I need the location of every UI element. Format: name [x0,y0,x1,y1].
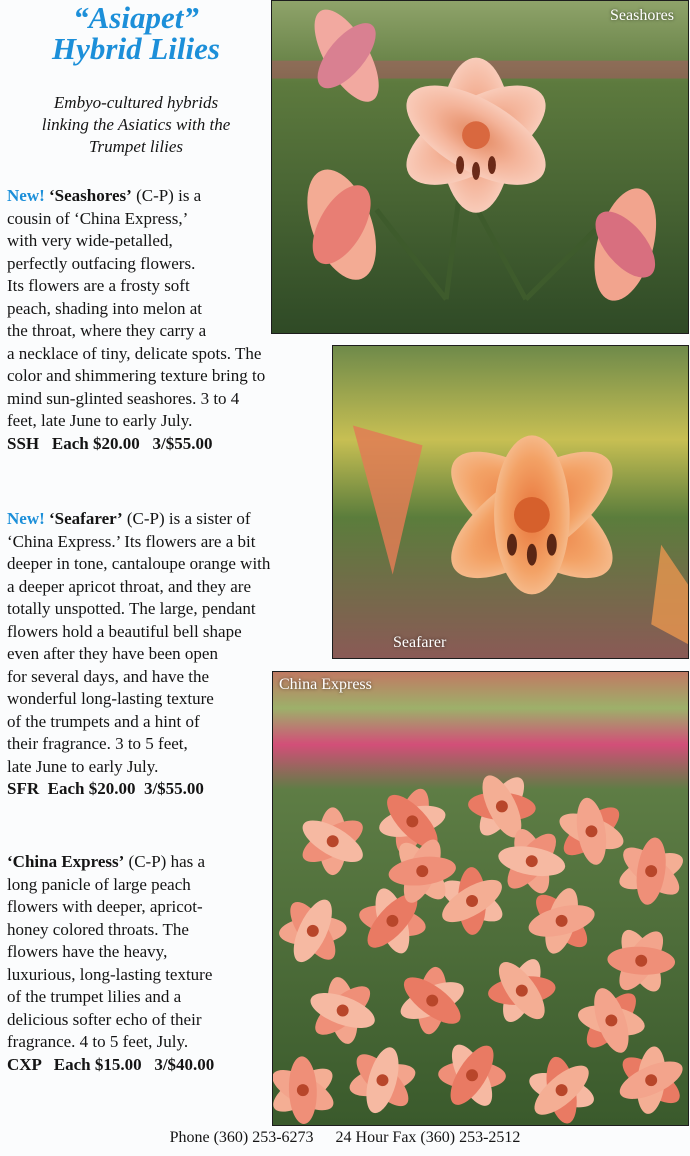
seafarer-line: even after they have been open [7,644,218,663]
china-express-caption: China Express [279,676,372,693]
seashores-line: peach, shading into melon at [7,298,202,318]
contact-footer [0,1129,690,1147]
seashores-caption: Seashores [610,7,674,24]
seafarer-illustration [333,346,688,658]
seashores-photo [271,0,689,334]
seashores-order-line: SSH Each $20.00 3/$55.00 [7,433,213,453]
new-badge: New! [7,186,45,205]
seafarer-caption: Seafarer [393,634,447,651]
china-express-line: ‘China Express’ (C-P) has a [7,852,206,871]
catalog-title [0,2,272,64]
seafarer-photo [332,345,689,659]
phone-number: Phone (360) 253-6273 [169,1129,314,1146]
seafarer-line: totally unspotted. The large, pendant [7,599,256,618]
seashores-description [7,185,265,455]
china-express-line: honey colored throats. The [7,919,189,939]
seashores-line: New! ‘Seashores’ (C-P) is a [7,186,202,205]
china-express-line: delicious softer echo of their [7,1009,202,1029]
variety-name: ‘Seashores’ [49,186,132,205]
china-express-line: of the trumpet lilies and a [7,987,182,1006]
seashores-line: color and shimmering texture bring to [7,366,266,385]
seafarer-line: ‘China Express.’ Its flowers are a bit [7,531,256,551]
seafarer-line: late June to early July. [7,756,159,776]
seafarer-line: New! ‘Seafarer’ (C-P) is a sister of [7,509,251,528]
china-express-line: fragrance. 4 to 5 feet, July. [7,1032,189,1051]
china-express-photo [272,671,689,1126]
subtitle-line-2: linking the Asiatics with the [41,115,231,134]
seashores-line: cousin of ‘China Express,’ [7,208,189,228]
china-express-line: flowers with deeper, apricot- [7,897,203,916]
seashores-illustration [272,1,688,333]
china-express-illustration [273,672,688,1125]
china-express-line: long panicle of large peach [7,874,191,894]
seafarer-line: wonderful long-lasting texture [7,689,214,708]
seashores-line: with very wide-petalled, [7,231,173,250]
china-express-description [7,851,214,1076]
seafarer-line: of the trumpets and a hint of [7,711,200,731]
seashores-line: perfectly outfacing flowers. [7,253,196,273]
new-badge: New! [7,509,45,528]
seashores-line: the throat, where they carry a [7,321,207,340]
seashores-line: mind sun-glinted seashores. 3 to 4 [7,388,240,408]
china-express-line: flowers have the heavy, [7,942,168,961]
subtitle-line-1: Embyo-cultured hybrids [53,93,219,112]
variety-name: ‘Seafarer’ [49,509,123,528]
seafarer-line: deeper in tone, cantaloupe orange with [7,554,271,573]
title-line-1: “Asiapet” [73,0,199,35]
seashores-line: Its flowers are a frosty soft [7,276,190,295]
seashores-line: feet, late June to early July. [7,411,193,430]
seashores-line: a necklace of tiny, delicate spots. The [7,343,262,363]
seafarer-line: flowers hold a beautiful bell shape [7,621,242,641]
title-line-2: Hybrid Lilies [52,31,220,66]
seafarer-line: a deeper apricot throat, and they are [7,576,252,596]
seafarer-line: for several days, and have the [7,666,210,686]
variety-name: ‘China Express’ [7,852,125,871]
seafarer-order-line: SFR Each $20.00 3/$55.00 [7,779,204,798]
seafarer-line: their fragrance. 3 to 5 feet, [7,734,188,753]
fax-number: 24 Hour Fax (360) 253-2512 [335,1129,521,1146]
china-express-order-line: CXP Each $15.00 3/$40.00 [7,1054,215,1074]
china-express-line: luxurious, long-lasting texture [7,964,213,984]
catalog-subtitle [0,92,272,158]
seafarer-description [7,508,270,801]
subtitle-line-3: Trumpet lilies [89,137,183,156]
